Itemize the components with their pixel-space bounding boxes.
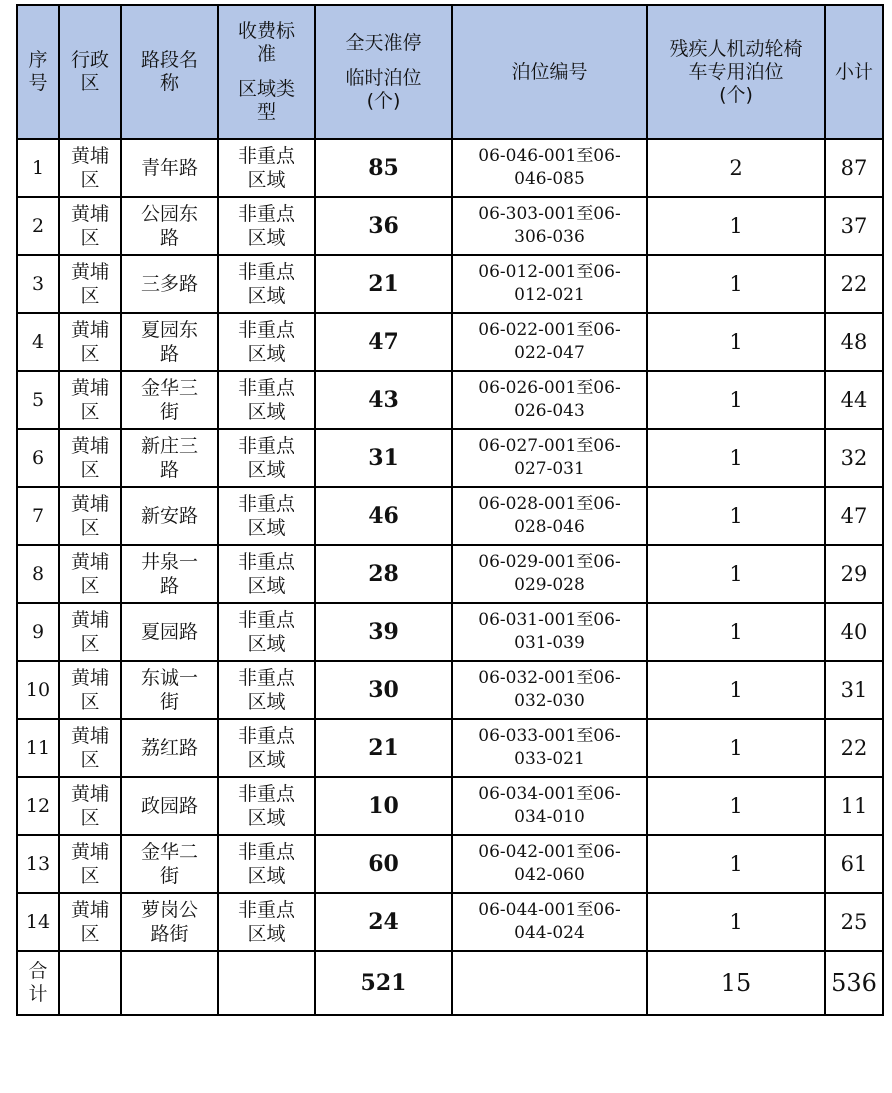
table-row [17, 313, 883, 371]
cell-district: 黄埔 区 [59, 139, 121, 197]
cell-district: 黄埔 区 [59, 429, 121, 487]
cell-codes: 06-303-001至06- 306-036 [452, 197, 647, 255]
cell-spaces: 43 [315, 371, 452, 429]
cell-seq: 13 [17, 835, 59, 893]
cell-road: 新安路 [121, 487, 218, 545]
cell-road: 青年路 [121, 139, 218, 197]
cell-subtotal: 61 [825, 835, 883, 893]
header-district: 行政 区 [59, 5, 121, 139]
cell-road: 萝岗公 路街 [121, 893, 218, 951]
total-subtotal: 536 [825, 951, 883, 1015]
cell-codes: 06-046-001至06- 046-085 [452, 139, 647, 197]
table-row [17, 835, 883, 893]
cell-spaces: 28 [315, 545, 452, 603]
cell-spaces: 36 [315, 197, 452, 255]
cell-seq: 10 [17, 661, 59, 719]
cell-subtotal: 31 [825, 661, 883, 719]
table-row [17, 661, 883, 719]
cell-seq: 7 [17, 487, 59, 545]
cell-district: 黄埔 区 [59, 661, 121, 719]
cell-zone: 非重点 区域 [218, 197, 315, 255]
cell-district: 黄埔 区 [59, 197, 121, 255]
table-row [17, 719, 883, 777]
total-codes-empty [452, 951, 647, 1015]
cell-zone: 非重点 区域 [218, 603, 315, 661]
cell-seq: 9 [17, 603, 59, 661]
cell-codes: 06-027-001至06- 027-031 [452, 429, 647, 487]
cell-district: 黄埔 区 [59, 893, 121, 951]
cell-district: 黄埔 区 [59, 545, 121, 603]
cell-zone: 非重点 区域 [218, 255, 315, 313]
cell-seq: 5 [17, 371, 59, 429]
cell-accessible: 1 [647, 429, 825, 487]
cell-zone: 非重点 区域 [218, 545, 315, 603]
table-row [17, 371, 883, 429]
cell-road: 公园东 路 [121, 197, 218, 255]
table-row [17, 197, 883, 255]
cell-district: 黄埔 区 [59, 603, 121, 661]
cell-codes: 06-044-001至06- 044-024 [452, 893, 647, 951]
cell-road: 夏园东 路 [121, 313, 218, 371]
cell-district: 黄埔 区 [59, 835, 121, 893]
cell-road: 东诚一 街 [121, 661, 218, 719]
cell-road: 金华三 街 [121, 371, 218, 429]
cell-subtotal: 47 [825, 487, 883, 545]
cell-subtotal: 37 [825, 197, 883, 255]
cell-accessible: 1 [647, 197, 825, 255]
header-spaces: 全天准停 临时泊位 (个) [315, 5, 452, 139]
table-row [17, 429, 883, 487]
cell-zone: 非重点 区域 [218, 893, 315, 951]
cell-spaces: 30 [315, 661, 452, 719]
cell-seq: 3 [17, 255, 59, 313]
cell-codes: 06-029-001至06- 029-028 [452, 545, 647, 603]
cell-codes: 06-022-001至06- 022-047 [452, 313, 647, 371]
header-road: 路段名 称 [121, 5, 218, 139]
total-district-empty [59, 951, 121, 1015]
table-body [17, 139, 883, 1015]
cell-subtotal: 22 [825, 255, 883, 313]
cell-spaces: 85 [315, 139, 452, 197]
cell-district: 黄埔 区 [59, 487, 121, 545]
cell-accessible: 1 [647, 835, 825, 893]
cell-codes: 06-032-001至06- 032-030 [452, 661, 647, 719]
cell-codes: 06-012-001至06- 012-021 [452, 255, 647, 313]
cell-accessible: 1 [647, 313, 825, 371]
cell-subtotal: 11 [825, 777, 883, 835]
total-spaces: 521 [315, 951, 452, 1015]
cell-seq: 8 [17, 545, 59, 603]
cell-district: 黄埔 区 [59, 371, 121, 429]
cell-spaces: 21 [315, 255, 452, 313]
cell-spaces: 60 [315, 835, 452, 893]
cell-seq: 1 [17, 139, 59, 197]
cell-accessible: 1 [647, 603, 825, 661]
cell-accessible: 1 [647, 545, 825, 603]
header-seq: 序 号 [17, 5, 59, 139]
cell-seq: 12 [17, 777, 59, 835]
header-accessible: 残疾人机动轮椅 车专用泊位 (个) [647, 5, 825, 139]
cell-road: 新庄三 路 [121, 429, 218, 487]
total-road-empty [121, 951, 218, 1015]
table-row [17, 139, 883, 197]
header-fee-zone: 收费标 准 区域类 型 [218, 5, 315, 139]
cell-zone: 非重点 区域 [218, 139, 315, 197]
cell-road: 三多路 [121, 255, 218, 313]
header-row [17, 5, 883, 139]
table-row [17, 545, 883, 603]
cell-spaces: 31 [315, 429, 452, 487]
total-label: 合 计 [17, 951, 59, 1015]
cell-spaces: 47 [315, 313, 452, 371]
cell-road: 政园路 [121, 777, 218, 835]
total-zone-empty [218, 951, 315, 1015]
cell-accessible: 1 [647, 255, 825, 313]
cell-road: 井泉一 路 [121, 545, 218, 603]
cell-accessible: 1 [647, 777, 825, 835]
cell-zone: 非重点 区域 [218, 429, 315, 487]
cell-spaces: 10 [315, 777, 452, 835]
parking-table-sheet [16, 4, 884, 1016]
cell-zone: 非重点 区域 [218, 371, 315, 429]
cell-road: 金华二 街 [121, 835, 218, 893]
cell-spaces: 39 [315, 603, 452, 661]
cell-codes: 06-042-001至06- 042-060 [452, 835, 647, 893]
cell-spaces: 46 [315, 487, 452, 545]
cell-seq: 14 [17, 893, 59, 951]
cell-zone: 非重点 区域 [218, 719, 315, 777]
cell-zone: 非重点 区域 [218, 777, 315, 835]
table-row [17, 603, 883, 661]
header-subtotal: 小计 [825, 5, 883, 139]
cell-subtotal: 40 [825, 603, 883, 661]
cell-accessible: 1 [647, 371, 825, 429]
cell-codes: 06-028-001至06- 028-046 [452, 487, 647, 545]
cell-district: 黄埔 区 [59, 719, 121, 777]
cell-seq: 11 [17, 719, 59, 777]
cell-seq: 6 [17, 429, 59, 487]
cell-district: 黄埔 区 [59, 313, 121, 371]
cell-subtotal: 87 [825, 139, 883, 197]
cell-zone: 非重点 区域 [218, 313, 315, 371]
table-row [17, 487, 883, 545]
cell-seq: 4 [17, 313, 59, 371]
cell-seq: 2 [17, 197, 59, 255]
cell-district: 黄埔 区 [59, 255, 121, 313]
cell-accessible: 1 [647, 661, 825, 719]
cell-spaces: 21 [315, 719, 452, 777]
cell-subtotal: 48 [825, 313, 883, 371]
cell-road: 荔红路 [121, 719, 218, 777]
cell-subtotal: 32 [825, 429, 883, 487]
table-row [17, 893, 883, 951]
cell-accessible: 1 [647, 719, 825, 777]
header-codes: 泊位编号 [452, 5, 647, 139]
cell-codes: 06-033-001至06- 033-021 [452, 719, 647, 777]
table-row [17, 255, 883, 313]
cell-district: 黄埔 区 [59, 777, 121, 835]
cell-accessible: 1 [647, 487, 825, 545]
cell-subtotal: 25 [825, 893, 883, 951]
cell-zone: 非重点 区域 [218, 835, 315, 893]
cell-accessible: 2 [647, 139, 825, 197]
cell-subtotal: 29 [825, 545, 883, 603]
cell-zone: 非重点 区域 [218, 487, 315, 545]
cell-road: 夏园路 [121, 603, 218, 661]
cell-zone: 非重点 区域 [218, 661, 315, 719]
total-accessible: 15 [647, 951, 825, 1015]
table-row [17, 777, 883, 835]
cell-subtotal: 44 [825, 371, 883, 429]
total-row [17, 951, 883, 1015]
cell-codes: 06-034-001至06- 034-010 [452, 777, 647, 835]
cell-spaces: 24 [315, 893, 452, 951]
parking-spaces-table [16, 4, 884, 1016]
cell-accessible: 1 [647, 893, 825, 951]
cell-codes: 06-031-001至06- 031-039 [452, 603, 647, 661]
cell-subtotal: 22 [825, 719, 883, 777]
cell-codes: 06-026-001至06- 026-043 [452, 371, 647, 429]
